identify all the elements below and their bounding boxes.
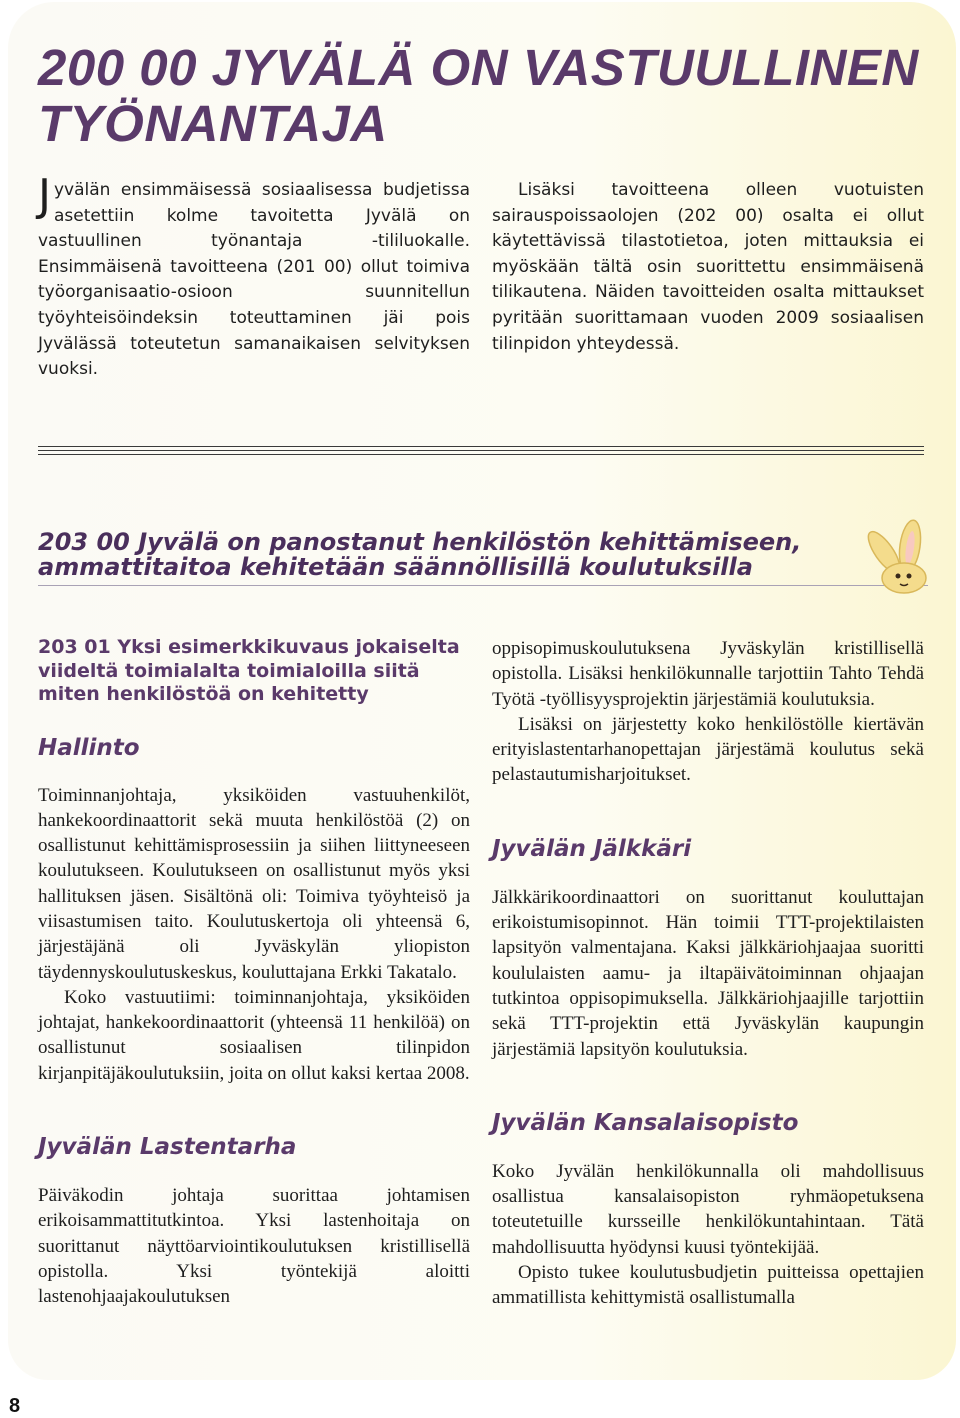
intro-left-column: [38, 170, 470, 383]
heading-lastentarha: Jyvälän Lastentarha: [38, 1134, 297, 1161]
section-underline: [38, 585, 928, 586]
divider-line: [38, 454, 924, 455]
continuation-paragraph: oppisopimuskoulutuksena Jyväskylän kristillisellä opistolla. Lisäksi henkilökunnalle tarjottiin Tahto Tehdä Työtä -työllisyysprojektin järjestämiä koulutuksia.: [492, 638, 924, 710]
kansalaisopisto-paragraph-1: Koko Jyvälän henkilökunnalla oli mahdollisuus osallistua kansalaisopiston ryhmäopetuksena toteutetuille kursseille henkilökuntahintaan. Tätä mahdollisuutta hyödynsi kuusi työntekijää.: [492, 1160, 924, 1258]
bunny-icon: [860, 518, 938, 594]
page-title: 200 00 JYVÄLÄ ON VASTUULLINEN TYÖNANTAJA: [38, 39, 919, 152]
intro-right-column: [492, 178, 924, 357]
divider-line: [38, 446, 924, 447]
jalkkari-paragraph-1: Jälkkärikoordinaattori on suorittanut kouluttajan erikoistumisopinnot. Hän toimii TTT-projektilaisten lapsityön valmentajana. Kaksi jälkkäriohjaajaa suoritti koululaisten aamu- ja iltapäivätoiminnan ohjaajan tutkintoa oppisopimuksella. Jälkkäriohjaajille tarjottiin sekä TTT-projektin että Jyväskylän kaupungin järjestämiä lapsityön koulutuksia.: [492, 886, 924, 1060]
continuation-paragraph-2: Lisäksi on järjestetty koko henkilöstölle kiertävän erityislastentarhanopettajan järjestämä koulutus sekä pelastautumisharjoitukset.: [492, 713, 924, 786]
subsection-heading: 203 01 Yksi esimerkkikuvaus jokaiselta viideltä toimialalta toimialoilla siitä miten henkilöstöä on kehitetty: [38, 636, 460, 705]
left-column: [38, 636, 470, 1310]
hallinto-paragraph-1: Toiminnanjohtaja, yksiköiden vastuuhenkilöt, hankekoordinaattorit sekä muuta henkilöstöä (2) on osallistunut kehittämisprosessiin ja siihen liittyneeseen koulutukseen. Koulutukseen on osallistunut myös yksi hallituksen jäsen. Sisältönä oli: Toimiva työyhteisö ja viisastumisen taito. Koulutuskertoja oli yhteensä 6, järjestäjänä oli Jyväskylän yliopiston täydennyskoulutuskeskus, kouluttajana Erkki Takatalo.: [38, 784, 470, 983]
intro-right-text: Lisäksi tavoitteena olleen vuotuisten sairauspoissaolojen (202 00) osalta ei ollut käytettävissä tilastotietoa, joten mittauksia ei myöskään tältä osin suorittettu ensimmäisenä tilikautena. Näiden tavoitteiden osalta mittaukset pyritään suorittamaan vuoden 2009 sosiaalisen tilinpidon yhteydessä.: [492, 180, 924, 354]
kansalaisopisto-paragraph-2: Opisto tukee koulutusbudjetin puitteissa opettajien ammatillista kehittymistä osallistumalla: [492, 1262, 924, 1309]
right-column: [492, 636, 924, 1311]
page-number: 8: [9, 1395, 21, 1417]
heading-kansalaisopisto: Jyvälän Kansalaisopisto: [492, 1109, 799, 1136]
hallinto-paragraph-2: Koko vastuutiimi: toiminnanjohtaja, yksiköiden johtajat, hankekoordinaattorit (yhteensä 11 henkilöä) on osallistunut sosiaalisen tilinpidon kirjanpitäjäkoulutuksiin, joita on ollut kaksi kertaa 2008.: [38, 986, 470, 1084]
drop-cap: J: [38, 170, 51, 221]
intro-left-text: yvälän ensimmäisessä sosiaalisessa budjetissa asetettiin kolme tavoitetta Jyvälä on vastuullinen työnantaja -tililuokalle. Ensimmäisenä tavoitteena (201 00) ollut toimiva työorganisaatio-osioon suunnitellun työyhteisöindeksin toteuttaminen jäi pois Jyvälässä toteutetun samanaikaisen selvityksen vuoksi.: [38, 180, 470, 380]
heading-jalkkari: Jyvälän Jälkkäri: [492, 835, 692, 862]
heading-hallinto: Hallinto: [38, 734, 140, 761]
lastentarha-paragraph-1: Päiväkodin johtaja suorittaa johtamisen erikoisammattitutkintoa. Yksi lastenhoitaja on suorittanut näyttöarviointikoulutuksen kristillisellä opistolla. Yksi työntekijä aloitti lastenohjaajakoulutuksen: [38, 1185, 470, 1308]
section-heading: 203 00 Jyvälä on panostanut henkilöstön kehittämiseen, ammattitaitoa kehitetään säännöllisillä koulutuksilla: [38, 528, 802, 581]
divider-line: [38, 450, 924, 451]
